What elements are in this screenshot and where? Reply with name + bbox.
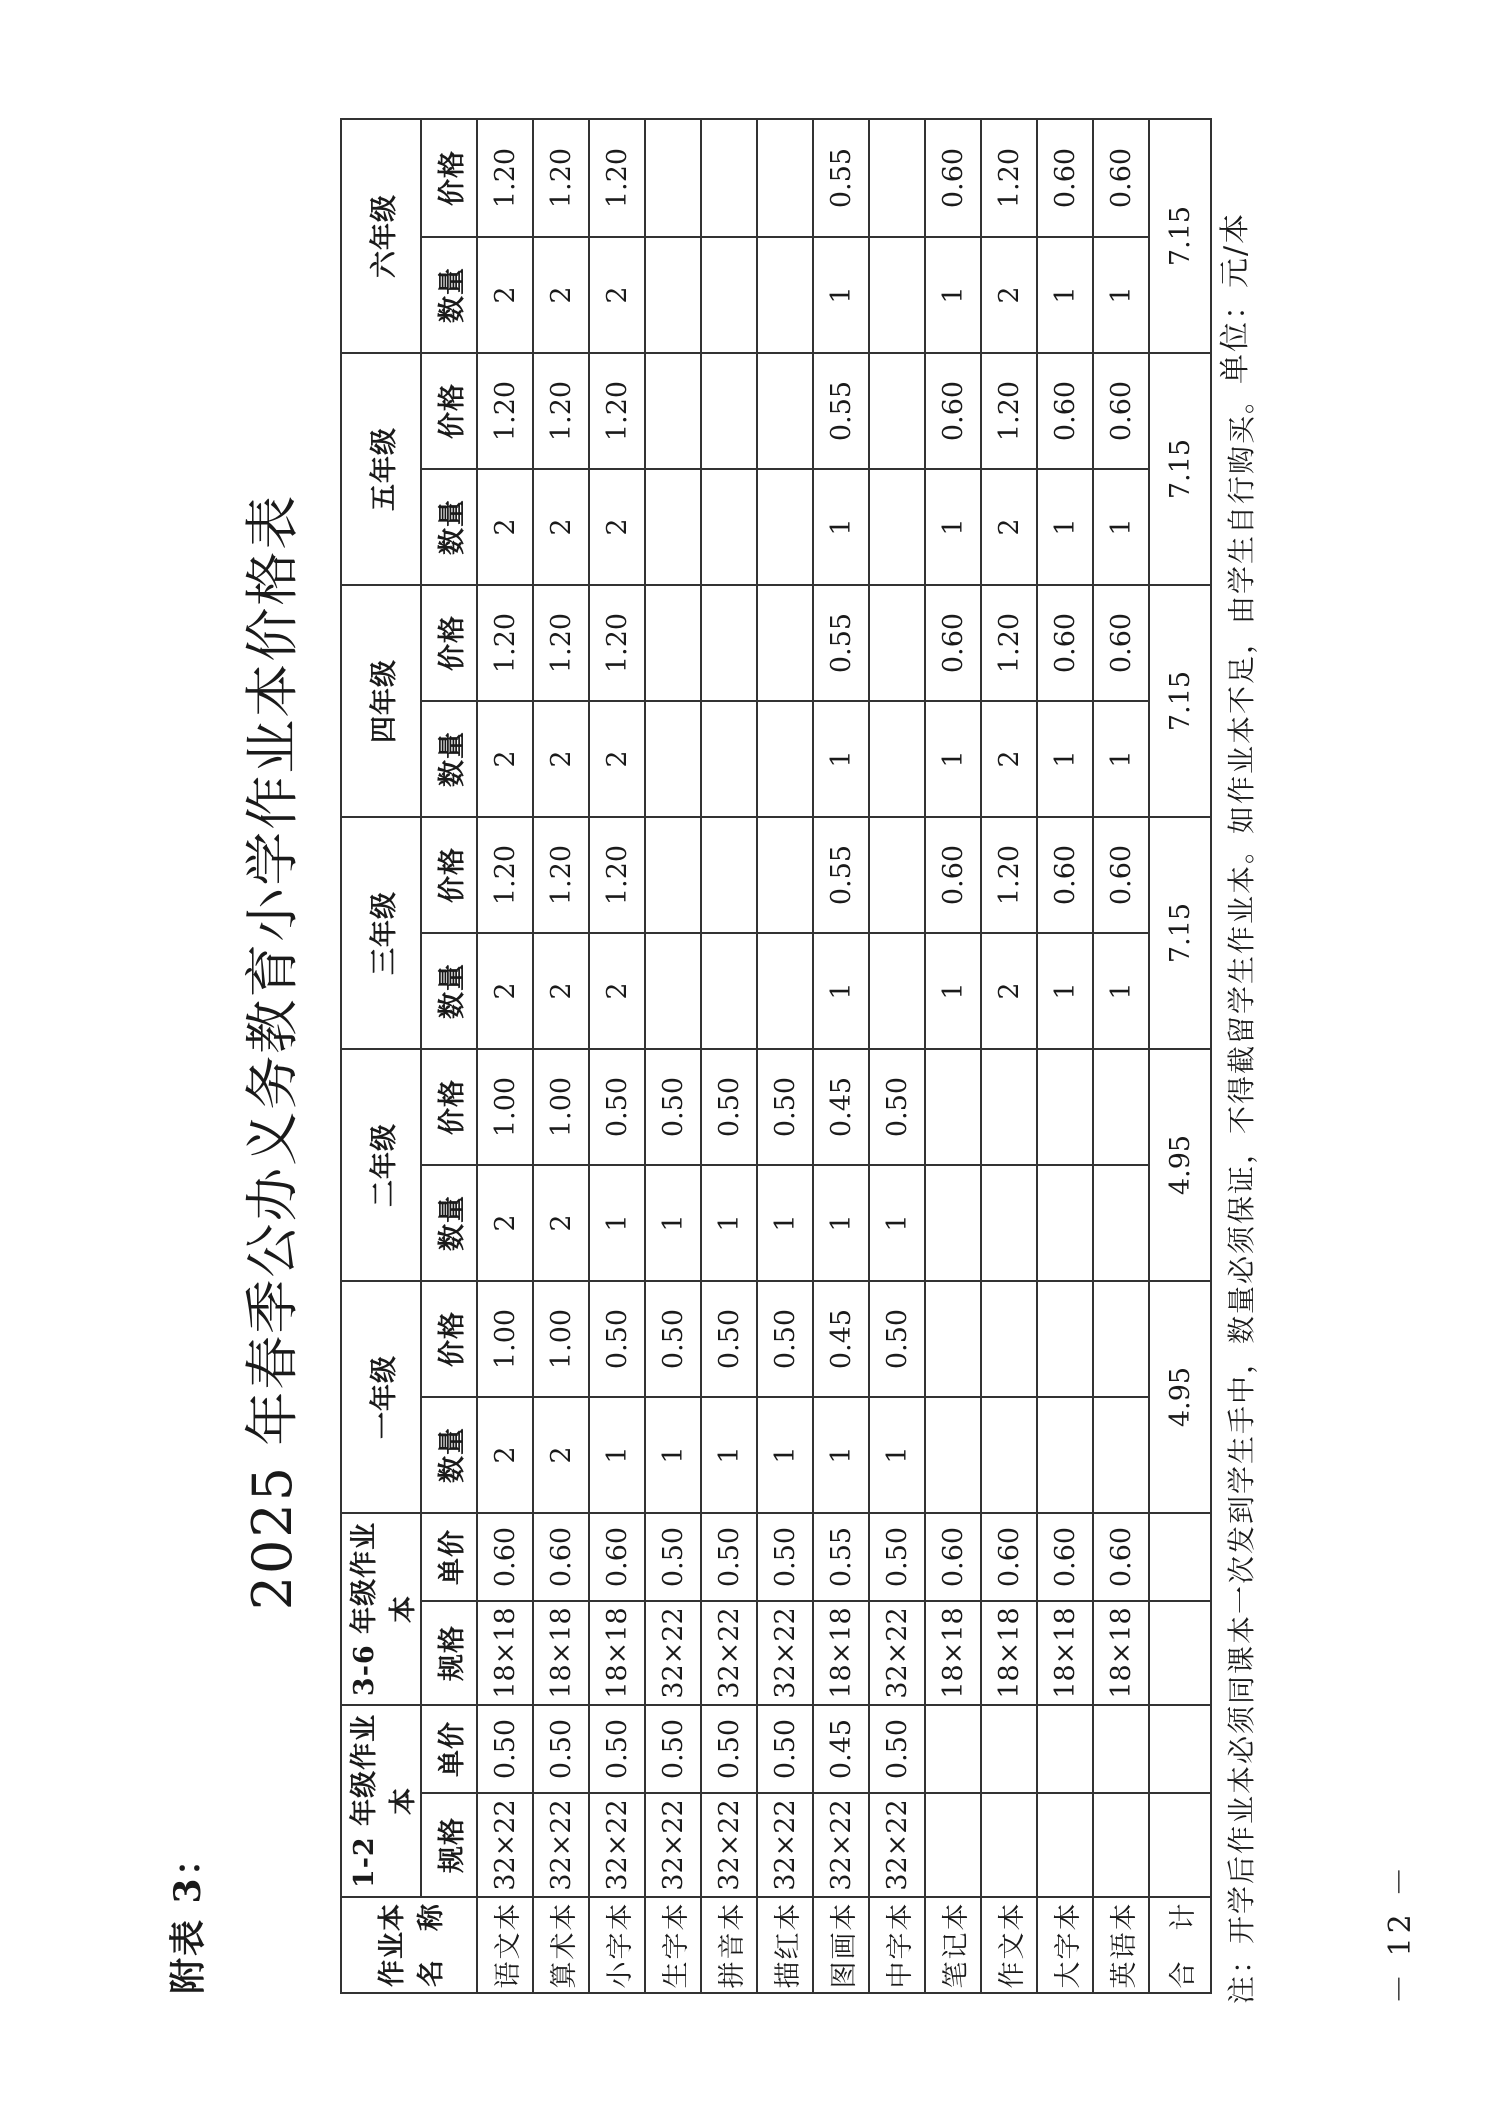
- table-cell-g4p: 0.60: [1093, 585, 1149, 701]
- table-cell-g1p: 0.50: [589, 1281, 645, 1397]
- table-cell-g2p: 0.45: [813, 1049, 869, 1165]
- table-cell-g1p: 1.00: [477, 1281, 533, 1397]
- table-row: [813, 119, 869, 1993]
- table-cell-g2p: 1.00: [533, 1049, 589, 1165]
- table-cell-s12: [1093, 1793, 1149, 1897]
- total-grade-1: 4.95: [1149, 1281, 1211, 1513]
- table-cell-g3q: 1: [1093, 933, 1149, 1049]
- header-qty: 数量: [421, 1165, 477, 1281]
- table-cell-p36: 0.60: [589, 1513, 645, 1601]
- header-group-36: 3-6 年级作业本: [341, 1513, 421, 1705]
- table-cell-g2q: 1: [757, 1165, 813, 1281]
- table-cell-g1p: [1037, 1281, 1093, 1397]
- table-row: [925, 119, 981, 1993]
- table-cell-s12: [1037, 1793, 1093, 1897]
- table-cell-g5p: [869, 353, 925, 469]
- table-cell-s36: 18×18: [813, 1601, 869, 1705]
- table-cell-p12: 0.50: [701, 1705, 757, 1793]
- table-cell-g5q: [645, 469, 701, 585]
- table-cell-g4q: [701, 701, 757, 817]
- table-cell-g5q: 1: [1093, 469, 1149, 585]
- table-cell-g2q: 2: [533, 1165, 589, 1281]
- table-cell-g4q: 1: [925, 701, 981, 817]
- table-cell-p12: 0.50: [533, 1705, 589, 1793]
- row-name-cell: 笔记本: [925, 1897, 981, 1993]
- table-cell-p36: 0.50: [645, 1513, 701, 1601]
- table-cell-g5p: [645, 353, 701, 469]
- table-cell-g4q: [869, 701, 925, 817]
- header-grade-4: 四年级: [341, 585, 421, 817]
- total-row: [1149, 119, 1211, 1993]
- total-grade-3: 7.15: [1149, 817, 1211, 1049]
- table-cell-s12: 32×22: [589, 1793, 645, 1897]
- table-cell-s12: 32×22: [701, 1793, 757, 1897]
- table-cell-s36: 18×18: [477, 1601, 533, 1705]
- table-cell-g2p: [1037, 1049, 1093, 1165]
- row-name-cell: 大字本: [1037, 1897, 1093, 1993]
- table-cell-g3p: 1.20: [477, 817, 533, 933]
- table-cell-g6q: [701, 237, 757, 353]
- table-cell-p36: 0.50: [701, 1513, 757, 1601]
- table-row: [1093, 119, 1149, 1993]
- table-cell-g6q: 2: [533, 237, 589, 353]
- table-cell-g2q: 1: [701, 1165, 757, 1281]
- table-cell-g1p: 0.50: [869, 1281, 925, 1397]
- table-cell-g6p: 1.20: [981, 119, 1037, 237]
- table-cell-g3q: 1: [1037, 933, 1093, 1049]
- table-cell-g2q: [1093, 1165, 1149, 1281]
- table-row: [645, 119, 701, 1993]
- table-cell-s36: 32×22: [869, 1601, 925, 1705]
- page-number: － 12 －: [1383, 1862, 1418, 2004]
- table-row: [701, 119, 757, 1993]
- table-cell-s36: 18×18: [589, 1601, 645, 1705]
- table-cell-g3p: [645, 817, 701, 933]
- table-cell-g3p: 0.60: [1037, 817, 1093, 933]
- row-name-cell: 语文本: [477, 1897, 533, 1993]
- table-cell-g1q: [1037, 1397, 1093, 1513]
- table-cell-p12: 0.50: [645, 1705, 701, 1793]
- total-grade-4: 7.15: [1149, 585, 1211, 817]
- table-cell-g3q: 2: [589, 933, 645, 1049]
- row-name-cell: 描红本: [757, 1897, 813, 1993]
- total-grade-6: 7.15: [1149, 119, 1211, 353]
- header-grade-3: 三年级: [341, 817, 421, 1049]
- table-cell-g5p: 0.60: [1037, 353, 1093, 469]
- table-cell-g3p: 0.60: [1093, 817, 1149, 933]
- total-cell: [1149, 1513, 1211, 1601]
- table-cell-p36: 0.60: [1037, 1513, 1093, 1601]
- table-cell-g6p: 1.20: [477, 119, 533, 237]
- row-name-cell: 拼音本: [701, 1897, 757, 1993]
- table-cell-g5p: 0.60: [1093, 353, 1149, 469]
- table-cell-g2p: 0.50: [645, 1049, 701, 1165]
- table-cell-g5q: 2: [533, 469, 589, 585]
- header-price: 价格: [421, 817, 477, 933]
- table-cell-g4p: [701, 585, 757, 701]
- table-cell-g4q: 1: [1093, 701, 1149, 817]
- appendix-label: 附表 3：: [167, 1838, 209, 1994]
- table-cell-g3p: [869, 817, 925, 933]
- table-cell-g4q: [645, 701, 701, 817]
- table-cell-g1q: 2: [477, 1397, 533, 1513]
- table-cell-s36: 18×18: [1037, 1601, 1093, 1705]
- table-cell-g4p: [645, 585, 701, 701]
- table-cell-s36: 32×22: [645, 1601, 701, 1705]
- table-row: [757, 119, 813, 1993]
- table-cell-g1p: 0.50: [701, 1281, 757, 1397]
- header-grade-2: 二年级: [341, 1049, 421, 1281]
- table-cell-s12: [925, 1793, 981, 1897]
- header-spec: 规格: [421, 1793, 477, 1897]
- table-cell-s12: 32×22: [869, 1793, 925, 1897]
- table-cell-p12: 0.50: [589, 1705, 645, 1793]
- header-price: 价格: [421, 1049, 477, 1165]
- table-cell-g4p: 0.60: [925, 585, 981, 701]
- table-cell-g5q: 2: [589, 469, 645, 585]
- table-cell-g5p: [701, 353, 757, 469]
- table-cell-g4q: 2: [477, 701, 533, 817]
- table-cell-g6p: [757, 119, 813, 237]
- table-cell-g6p: [645, 119, 701, 237]
- row-name-cell: 图画本: [813, 1897, 869, 1993]
- table-cell-g5q: 1: [1037, 469, 1093, 585]
- table-cell-s36: 18×18: [1093, 1601, 1149, 1705]
- table-cell-g3p: 0.60: [925, 817, 981, 933]
- table-cell-s12: 32×22: [533, 1793, 589, 1897]
- table-cell-g6q: [869, 237, 925, 353]
- table-cell-s12: 32×22: [645, 1793, 701, 1897]
- table-cell-g1p: 0.45: [813, 1281, 869, 1397]
- table-cell-g3q: 2: [981, 933, 1037, 1049]
- table-cell-g3p: [757, 817, 813, 933]
- table-cell-s36: 32×22: [701, 1601, 757, 1705]
- table-cell-p36: 0.60: [533, 1513, 589, 1601]
- table-cell-g5q: [757, 469, 813, 585]
- table-cell-g1q: 1: [869, 1397, 925, 1513]
- table-cell-g5p: 1.20: [477, 353, 533, 469]
- table-cell-g2p: [1093, 1049, 1149, 1165]
- table-cell-g2q: 1: [645, 1165, 701, 1281]
- table-cell-g5p: 1.20: [589, 353, 645, 469]
- table-cell-g4q: 2: [981, 701, 1037, 817]
- table-cell-g3q: [645, 933, 701, 1049]
- table-cell-g6p: [869, 119, 925, 237]
- table-row: [1037, 119, 1093, 1993]
- table-row: [869, 119, 925, 1993]
- table-cell-g5q: 2: [477, 469, 533, 585]
- table-cell-g4q: 2: [533, 701, 589, 817]
- table-cell-g5q: 1: [813, 469, 869, 585]
- table-cell-g6q: 1: [1037, 237, 1093, 353]
- total-grade-2: 4.95: [1149, 1049, 1211, 1281]
- table-cell-g4q: [757, 701, 813, 817]
- table-cell-g2q: [1037, 1165, 1093, 1281]
- table-cell-g2p: [981, 1049, 1037, 1165]
- table-cell-p36: 0.60: [925, 1513, 981, 1601]
- table-cell-p12: [981, 1705, 1037, 1793]
- table-cell-s12: 32×22: [757, 1793, 813, 1897]
- table-cell-g1q: 2: [533, 1397, 589, 1513]
- table-cell-g5q: 2: [981, 469, 1037, 585]
- total-label: 合 计: [1149, 1897, 1211, 1993]
- table-cell-g4q: 1: [1037, 701, 1093, 817]
- table-cell-g6q: 2: [589, 237, 645, 353]
- total-cell: [1149, 1793, 1211, 1897]
- table-cell-g2q: 1: [869, 1165, 925, 1281]
- table-cell-g1q: 1: [701, 1397, 757, 1513]
- row-name-cell: 作文本: [981, 1897, 1037, 1993]
- table-cell-s36: 32×22: [757, 1601, 813, 1705]
- table-cell-g6p: 1.20: [589, 119, 645, 237]
- header-grade-5: 五年级: [341, 353, 421, 585]
- table-cell-g3q: [869, 933, 925, 1049]
- table-cell-g6p: 0.60: [1037, 119, 1093, 237]
- table-cell-g1p: 1.00: [533, 1281, 589, 1397]
- table-row: [477, 119, 533, 1993]
- table-cell-g4q: 1: [813, 701, 869, 817]
- header-grade-6: 六年级: [341, 119, 421, 353]
- table-cell-g3p: 0.55: [813, 817, 869, 933]
- footnote: 注：开学后作业本必须同课本一次发到学生手中，数量必须保证，不得截留学生作业本。如作业本不足，由学生自行购买。: [1225, 383, 1258, 2004]
- table-cell-g6p: 1.20: [533, 119, 589, 237]
- table-cell-g3q: [757, 933, 813, 1049]
- header-spec: 规格: [421, 1601, 477, 1705]
- table-cell-g3q: 1: [813, 933, 869, 1049]
- table-cell-g6p: [701, 119, 757, 237]
- table-cell-g6q: 1: [1093, 237, 1149, 353]
- row-name-cell: 算术本: [533, 1897, 589, 1993]
- header-price: 价格: [421, 585, 477, 701]
- table-cell-g5p: 0.55: [813, 353, 869, 469]
- total-cell: [1149, 1705, 1211, 1793]
- header-price: 价格: [421, 1281, 477, 1397]
- table-cell-g1q: 1: [645, 1397, 701, 1513]
- table-cell-g1p: [925, 1281, 981, 1397]
- table-cell-g2p: [925, 1049, 981, 1165]
- table-cell-s36: 18×18: [981, 1601, 1037, 1705]
- table-cell-g6q: [645, 237, 701, 353]
- table-cell-g4p: 1.20: [981, 585, 1037, 701]
- table-cell-g2q: 1: [813, 1165, 869, 1281]
- table-cell-g1p: [981, 1281, 1037, 1397]
- table-cell-g5q: 1: [925, 469, 981, 585]
- table-cell-g6q: 2: [981, 237, 1037, 353]
- table-cell-g5q: [869, 469, 925, 585]
- table-cell-g3p: 1.20: [589, 817, 645, 933]
- header-unit-price: 单价: [421, 1513, 477, 1601]
- table-cell-g1q: [925, 1397, 981, 1513]
- table-cell-p12: 0.50: [477, 1705, 533, 1793]
- table-cell-p12: 0.50: [757, 1705, 813, 1793]
- header-price: 价格: [421, 119, 477, 237]
- table-cell-g2q: [925, 1165, 981, 1281]
- table-row: [589, 119, 645, 1993]
- table-cell-g3q: 1: [925, 933, 981, 1049]
- table-body: [477, 119, 1149, 1993]
- table-cell-g2p: 0.50: [869, 1049, 925, 1165]
- table-cell-g1q: 1: [813, 1397, 869, 1513]
- table-cell-p12: 0.50: [869, 1705, 925, 1793]
- table-cell-p36: 0.60: [1093, 1513, 1149, 1601]
- table-cell-s12: 32×22: [813, 1793, 869, 1897]
- table-cell-g5p: 1.20: [533, 353, 589, 469]
- table-cell-p36: 0.60: [981, 1513, 1037, 1601]
- table-cell-g1p: [1093, 1281, 1149, 1397]
- table-cell-p12: [1037, 1705, 1093, 1793]
- table-cell-g5p: [757, 353, 813, 469]
- table-cell-g4p: 1.20: [477, 585, 533, 701]
- row-name-cell: 中字本: [869, 1897, 925, 1993]
- table-cell-g5p: 0.60: [925, 353, 981, 469]
- table-cell-g2p: 0.50: [757, 1049, 813, 1165]
- row-name-cell: 小字本: [589, 1897, 645, 1993]
- unit-label: 单位：元/本: [1218, 211, 1253, 384]
- table-cell-g3p: 1.20: [533, 817, 589, 933]
- table-cell-s36: 18×18: [533, 1601, 589, 1705]
- table-cell-g6p: 0.60: [1093, 119, 1149, 237]
- row-name-cell: 生字本: [645, 1897, 701, 1993]
- table-cell-g4p: 1.20: [589, 585, 645, 701]
- table-cell-g5p: 1.20: [981, 353, 1037, 469]
- table-cell-g3p: 1.20: [981, 817, 1037, 933]
- table-cell-g3q: 2: [533, 933, 589, 1049]
- table-cell-s12: 32×22: [477, 1793, 533, 1897]
- table-cell-g4p: 0.55: [813, 585, 869, 701]
- table-cell-g1q: [1093, 1397, 1149, 1513]
- header-group-12: 1-2 年级作业本: [341, 1705, 421, 1897]
- table-cell-g1q: 1: [757, 1397, 813, 1513]
- table-cell-g2p: 0.50: [589, 1049, 645, 1165]
- table-cell-p36: 0.50: [757, 1513, 813, 1601]
- table-cell-g5q: [701, 469, 757, 585]
- table-cell-g6q: 1: [813, 237, 869, 353]
- table-cell-g2q: 2: [477, 1165, 533, 1281]
- table-cell-p12: [1093, 1705, 1149, 1793]
- table-cell-g6q: [757, 237, 813, 353]
- header-qty: 数量: [421, 701, 477, 817]
- table-cell-g4p: [757, 585, 813, 701]
- table-cell-p12: 0.45: [813, 1705, 869, 1793]
- table-cell-g2q: [981, 1165, 1037, 1281]
- table-cell-g6p: 0.55: [813, 119, 869, 237]
- header-name: 作业本名 称: [341, 1897, 477, 1993]
- table-cell-g2p: 0.50: [701, 1049, 757, 1165]
- table-cell-g4p: 1.20: [533, 585, 589, 701]
- table-cell-g2q: 1: [589, 1165, 645, 1281]
- table-row: [981, 119, 1037, 1993]
- table-cell-g4q: 2: [589, 701, 645, 817]
- header-qty: 数量: [421, 933, 477, 1049]
- table-cell-g4p: 0.60: [1037, 585, 1093, 701]
- total-grade-5: 7.15: [1149, 353, 1211, 585]
- table-cell-g4p: [869, 585, 925, 701]
- table-cell-g6q: 1: [925, 237, 981, 353]
- table-cell-g6q: 2: [477, 237, 533, 353]
- header-qty: 数量: [421, 469, 477, 585]
- price-table: [340, 118, 1212, 1994]
- header-price: 价格: [421, 353, 477, 469]
- page-title: 2025 年春季公办义务教育小学作业本价格表: [241, 493, 304, 1611]
- header-qty: 数量: [421, 1397, 477, 1513]
- table-cell-g1q: [981, 1397, 1037, 1513]
- header-qty: 数量: [421, 237, 477, 353]
- table-cell-g1p: 0.50: [757, 1281, 813, 1397]
- total-cell: [1149, 1601, 1211, 1705]
- header-unit-price: 单价: [421, 1705, 477, 1793]
- table-row: [533, 119, 589, 1993]
- table-cell-g3q: [701, 933, 757, 1049]
- table-cell-p36: 0.55: [813, 1513, 869, 1601]
- table-cell-g2p: 1.00: [477, 1049, 533, 1165]
- table-cell-g3q: 2: [477, 933, 533, 1049]
- table-cell-p36: 0.60: [477, 1513, 533, 1601]
- row-name-cell: 英语本: [1093, 1897, 1149, 1993]
- table-cell-s36: 18×18: [925, 1601, 981, 1705]
- table-cell-p36: 0.50: [869, 1513, 925, 1601]
- table-cell-g3p: [701, 817, 757, 933]
- table-cell-g6p: 0.60: [925, 119, 981, 237]
- table-cell-s12: [981, 1793, 1037, 1897]
- table-cell-p12: [925, 1705, 981, 1793]
- table-cell-g1p: 0.50: [645, 1281, 701, 1397]
- header-grade-1: 一年级: [341, 1281, 421, 1513]
- table-cell-g1q: 1: [589, 1397, 645, 1513]
